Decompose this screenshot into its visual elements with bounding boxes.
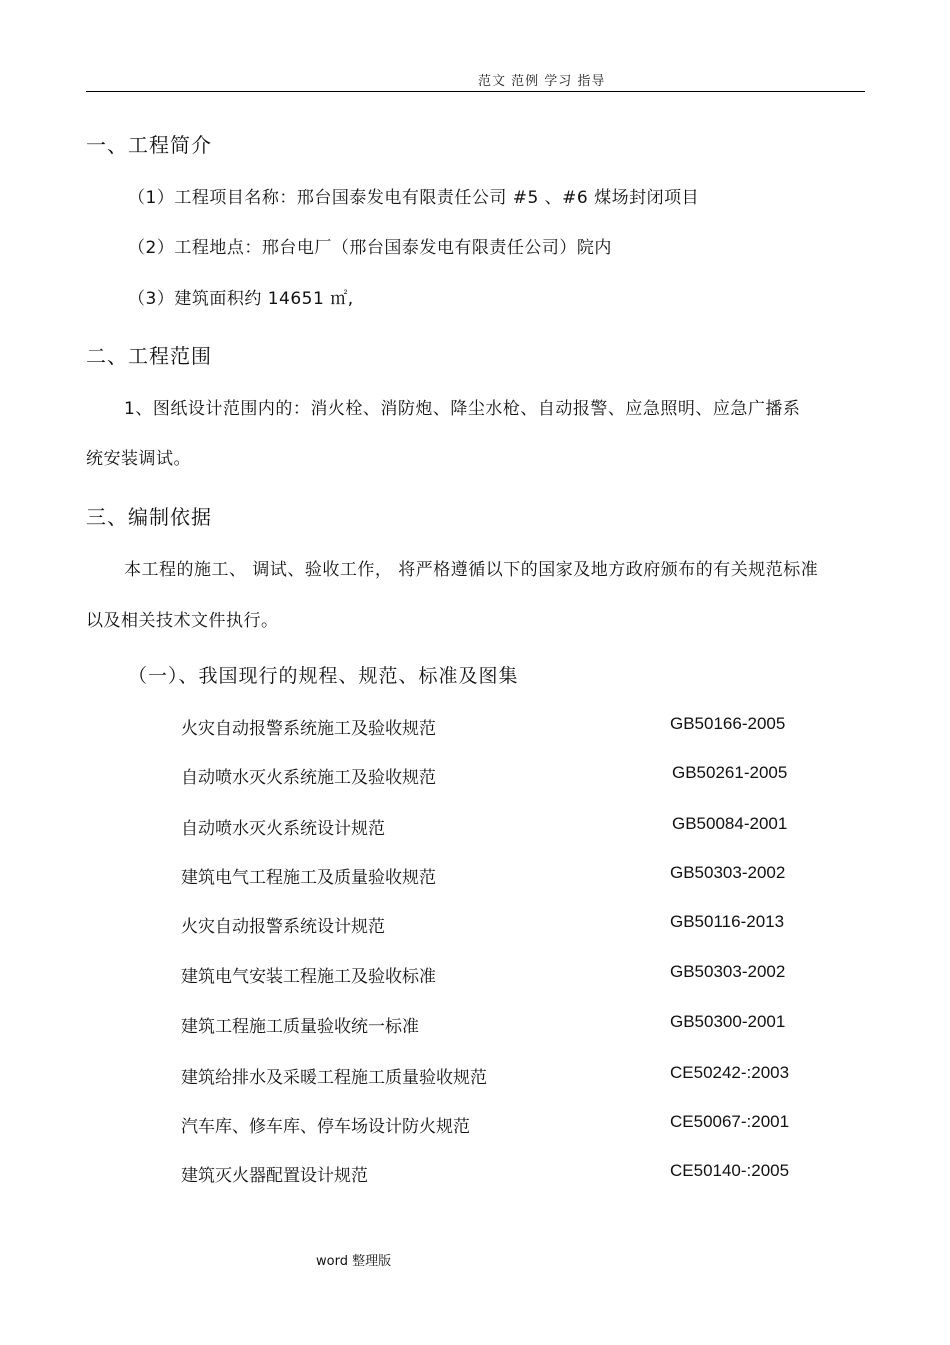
- standard-code: GB50300-2001: [670, 1012, 786, 1031]
- scope-paragraph-line-1: 1、图纸设计范围内的：消火栓、消防炮、降尘水枪、自动报警、应急照明、应急广播系: [124, 399, 801, 419]
- standard-name: 火灾自动报警系统施工及验收规范: [181, 719, 436, 739]
- standard-name: 建筑工程施工质量验收统一标准: [181, 1017, 419, 1037]
- standard-row: [181, 1161, 821, 1185]
- project-location-item: （2）工程地点：邢台电厂（邢台国泰发电有限责任公司）院内: [128, 238, 612, 258]
- building-area-item: （3）建筑面积约 14651 ㎡,: [128, 289, 354, 309]
- section-title-overview: 一、工程简介: [86, 133, 212, 157]
- standard-row: [181, 912, 821, 936]
- standard-name: 建筑灭火器配置设计规范: [181, 1166, 368, 1186]
- basis-paragraph-line-1: 本工程的施工、 调试、验收工作， 将严格遵循以下的国家及地方政府颁布的有关规范标准: [124, 560, 819, 580]
- standard-name: 建筑电气工程施工及质量验收规范: [181, 868, 436, 888]
- standard-row: [181, 962, 821, 986]
- header-divider: [86, 91, 865, 92]
- standard-code: CE50067-:2001: [670, 1112, 790, 1131]
- standards-subheading: （一）、我国现行的规程、规范、标准及图集: [128, 665, 519, 687]
- standard-row: [181, 714, 821, 738]
- page-header: 范文 范例 学习 指导: [478, 74, 606, 89]
- standard-code: GB50084-2001: [672, 814, 788, 833]
- standard-code: GB50261-2005: [672, 763, 788, 782]
- scope-paragraph-line-2: 统安装调试。: [86, 449, 191, 469]
- standard-row: [181, 863, 821, 887]
- standard-name: 火灾自动报警系统设计规范: [181, 917, 385, 937]
- standard-code: GB50166-2005: [670, 714, 786, 733]
- basis-paragraph-line-2: 以及相关技术文件执行。: [86, 611, 279, 631]
- section-title-scope: 二、工程范围: [86, 344, 212, 368]
- project-name-item: （1）工程项目名称：邢台国泰发电有限责任公司 #5 、#6 煤场封闭项目: [128, 188, 700, 208]
- standard-code: CE50140-:2005: [670, 1161, 790, 1180]
- standard-name: 建筑给排水及采暖工程施工质量验收规范: [181, 1068, 487, 1088]
- page-footer: word 整理版: [316, 1254, 392, 1269]
- standard-code: GB50303-2002: [670, 863, 786, 882]
- standard-row: [181, 763, 821, 787]
- standard-row: [181, 1012, 821, 1036]
- standard-code: GB50303-2002: [670, 962, 786, 981]
- standard-row: [181, 1112, 821, 1136]
- standard-code: GB50116-2013: [670, 912, 785, 931]
- standard-row: [181, 1063, 821, 1087]
- standard-name: 自动喷水灭火系统设计规范: [181, 819, 385, 839]
- standard-name: 汽车库、修车库、停车场设计防火规范: [181, 1117, 470, 1137]
- standard-row: [181, 814, 821, 838]
- section-title-basis: 三、编制依据: [86, 505, 212, 529]
- standard-name: 自动喷水灭火系统施工及验收规范: [181, 768, 436, 788]
- standard-code: CE50242-:2003: [670, 1063, 790, 1082]
- standard-name: 建筑电气安装工程施工及验收标准: [181, 967, 436, 987]
